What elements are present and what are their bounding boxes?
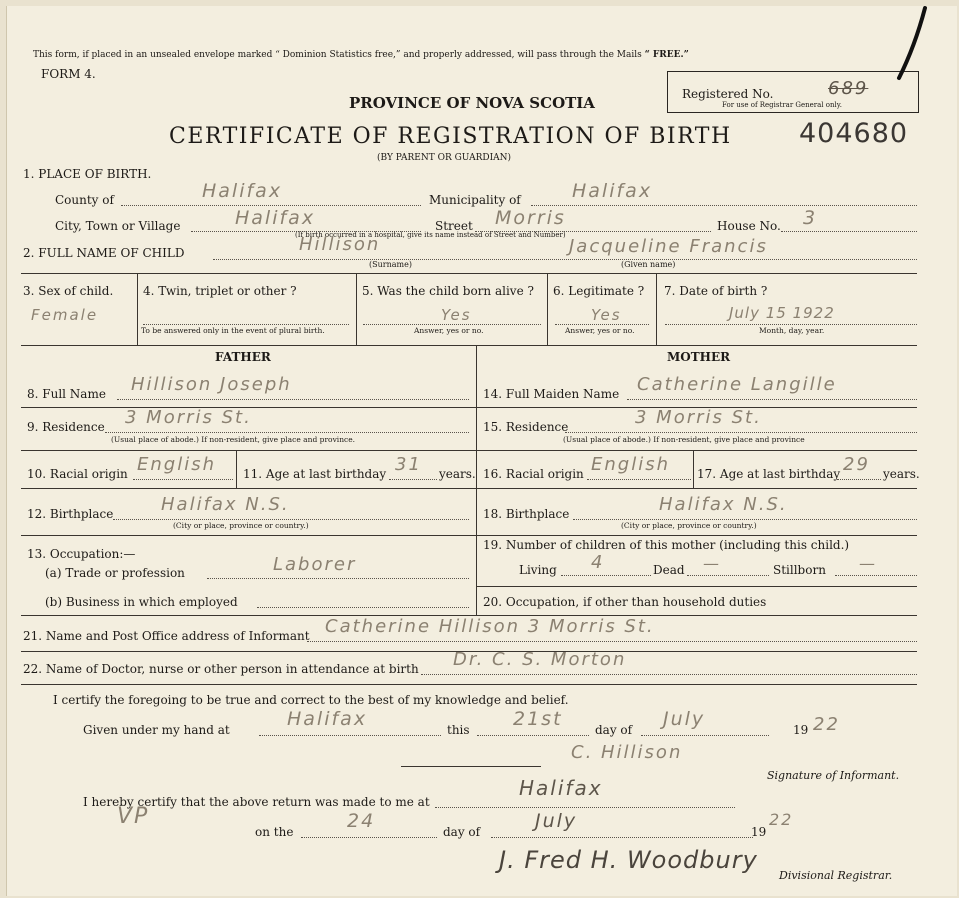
registrar-month-line: [491, 837, 753, 838]
row-divider: [476, 488, 917, 489]
alive-value: Yes: [441, 306, 472, 324]
twin-line: [143, 324, 349, 325]
twin-note: To be answered only in the event of plural birth.: [141, 326, 325, 335]
mother-years: years.: [883, 467, 920, 481]
certificate-title: CERTIFICATE OF REGISTRATION OF BIRTH: [169, 124, 732, 149]
hospital-note: (If birth occurred in a hospital, give its name instead of Street and Number): [295, 231, 566, 239]
mother-birthplace: Halifax N.S.: [659, 494, 788, 515]
margin-pen-mark: [885, 6, 935, 86]
legitimate-label: 6. Legitimate ?: [553, 284, 645, 298]
living-value: 4: [591, 552, 605, 573]
registrar-initials: VP: [117, 804, 150, 829]
informant-line: [307, 641, 917, 642]
father-trade: Laborer: [273, 554, 357, 575]
father-years: years.: [439, 467, 476, 481]
house-value: 3: [803, 207, 818, 229]
row-divider: [476, 535, 917, 536]
certificate-subtitle: (BY PARENT OR GUARDIAN): [377, 153, 512, 163]
registered-value: 689: [828, 78, 869, 99]
given-place-line: [259, 735, 441, 736]
father-residence-note: (Usual place of abode.) If non-resident, give place and province.: [111, 435, 356, 444]
mother-age-label: 17. Age at last birthday: [697, 467, 841, 481]
father-residence-label: 9. Residence: [27, 420, 105, 434]
father-age: 31: [395, 454, 422, 475]
informant-value: Catherine Hillison 3 Morris St.: [325, 616, 655, 637]
province-title: PROVINCE OF NOVA SCOTIA: [349, 94, 595, 112]
registrar-month: July: [535, 810, 578, 832]
registrar-label: Divisional Registrar.: [779, 869, 893, 882]
mother-name: Catherine Langille: [637, 374, 837, 395]
dead-value: —: [703, 554, 721, 573]
father-name: Hillison Joseph: [131, 374, 292, 395]
father-residence: 3 Morris St.: [125, 407, 252, 428]
house-label: House No.: [717, 219, 781, 233]
municipality-label: Municipality of: [429, 193, 521, 207]
father-residence-line: [105, 432, 469, 433]
informant-label: 21. Name and Post Office address of Informant: [23, 629, 310, 643]
registrar-place-line: [435, 807, 735, 808]
father-age-line: [389, 479, 437, 480]
parent-divider: [476, 345, 477, 615]
mother-residence-line: [565, 432, 917, 433]
col-divider: [236, 450, 237, 488]
father-racial-line: [133, 479, 233, 480]
municipality-value: Halifax: [572, 180, 653, 202]
signature-label: Signature of Informant.: [767, 769, 900, 782]
col-divider: [547, 273, 548, 345]
mother-birthplace-line: [573, 519, 917, 520]
given-day: 21st: [513, 708, 563, 730]
mother-name-label: 14. Full Maiden Name: [483, 387, 620, 401]
father-name-label: 8. Full Name: [27, 387, 106, 401]
municipality-line: [531, 205, 917, 206]
registrar-place: Halifax: [519, 776, 603, 800]
row-divider: [476, 586, 917, 587]
stillborn-value: —: [859, 554, 877, 573]
house-line: [781, 231, 917, 232]
father-birthplace-note: (City or place, province or country.): [173, 521, 309, 530]
dead-label: Dead: [653, 563, 685, 577]
registrar-day: 24: [347, 810, 376, 832]
stillborn-line: [835, 575, 917, 576]
given-caption: (Given name): [621, 260, 676, 269]
certificate-sheet: [6, 6, 957, 896]
dayof-label: day of: [595, 723, 633, 737]
given-label: Given under my hand at: [83, 723, 230, 737]
dob-value: July 15 1922: [729, 304, 835, 322]
registrar-statement: I hereby certify that the above return was made to me at: [83, 795, 430, 809]
registered-label: Registered No.: [682, 87, 774, 101]
alive-note: Answer, yes or no.: [414, 326, 484, 335]
county-line: [121, 205, 421, 206]
stillborn-label: Stillborn: [773, 563, 826, 577]
father-racial: English: [137, 454, 216, 475]
father-occupation-label: 13. Occupation:—: [27, 547, 136, 561]
child-name-line: [213, 259, 917, 260]
registrar-signature: J. Fred H. Woodbury: [499, 846, 758, 874]
place-heading: 1. PLACE OF BIRTH.: [23, 167, 152, 181]
father-racial-label: 10. Racial origin: [27, 467, 128, 481]
certify-statement: I certify the foregoing to be true and correct to the best of my knowledge and belief.: [53, 693, 569, 707]
row-divider: [21, 273, 917, 274]
sex-value: Female: [31, 306, 99, 324]
registrar-day-line: [301, 837, 437, 838]
father-trade-label: (a) Trade or profession: [45, 566, 185, 580]
city-value: Halifax: [235, 207, 316, 229]
doctor-line: [421, 674, 917, 675]
row-divider: [476, 450, 917, 451]
doctor-label: 22. Name of Doctor, nurse or other person in attendance at birth: [23, 662, 419, 676]
living-line: [561, 575, 651, 576]
on-the-label: on the: [255, 825, 294, 839]
day-line: [477, 735, 589, 736]
dob-line: [665, 324, 917, 325]
dob-note: Month, day, year.: [759, 326, 825, 335]
child-surname: Hillison: [299, 234, 381, 255]
row-divider: [21, 345, 917, 346]
col-divider: [356, 273, 357, 345]
city-label: City, Town or Village: [55, 219, 181, 233]
row-divider: [21, 684, 917, 685]
registered-note: For use of Registrar General only.: [722, 101, 842, 109]
year-prefix: 19: [793, 723, 809, 737]
given-place: Halifax: [287, 708, 368, 730]
county-value: Halifax: [202, 180, 283, 202]
father-trade-line: [207, 578, 469, 579]
col-divider: [137, 273, 138, 345]
certificate-number: 404680: [799, 118, 909, 149]
doctor-value: Dr. C. S. Morton: [453, 649, 627, 670]
father-birthplace: Halifax N.S.: [161, 494, 290, 515]
father-birthplace-label: 12. Birthplace: [27, 507, 114, 521]
alive-line: [363, 324, 541, 325]
dob-label: 7. Date of birth ?: [664, 284, 768, 298]
mother-occupation-label: 20. Occupation, if other than household duties: [483, 595, 767, 609]
row-divider: [21, 488, 476, 489]
father-business-line: [257, 607, 469, 608]
month-line: [641, 735, 769, 736]
street-label: Street: [435, 219, 473, 233]
mother-residence-label: 15. Residence: [483, 420, 569, 434]
registrar-year: 22: [769, 810, 794, 829]
surname-caption: (Surname): [369, 260, 412, 269]
registrar-dayof-label: day of: [443, 825, 481, 839]
mother-name-line: [627, 399, 917, 400]
dead-line: [687, 575, 769, 576]
father-heading: FATHER: [215, 350, 271, 364]
postal-free-text: “ FREE.”: [644, 50, 689, 60]
living-label: Living: [519, 563, 557, 577]
father-name-line: [117, 399, 469, 400]
legitimate-note: Answer, yes or no.: [565, 326, 635, 335]
signature-line: [401, 766, 541, 767]
col-divider: [693, 450, 694, 488]
father-age-label: 11. Age at last birthday: [243, 467, 387, 481]
mother-residence: 3 Morris St.: [635, 407, 762, 428]
row-divider: [21, 450, 476, 451]
alive-label: 5. Was the child born alive ?: [362, 284, 534, 298]
mother-age: 29: [843, 454, 870, 475]
legitimate-line: [555, 324, 649, 325]
mother-racial-line: [587, 479, 691, 480]
registrar-year-prefix: 19: [751, 825, 767, 839]
mother-children-label: 19. Number of children of this mother (including this child.): [483, 538, 850, 552]
sex-label: 3. Sex of child.: [23, 284, 114, 298]
mother-heading: MOTHER: [667, 350, 731, 364]
postal-notice: [33, 51, 689, 60]
mother-birthplace-note: (City or place, province or country.): [621, 521, 757, 530]
informant-signature: C. Hillison: [571, 742, 683, 763]
given-year: 22: [813, 714, 840, 735]
form-number: FORM 4.: [41, 67, 96, 81]
street-value: Morris: [495, 207, 566, 229]
legitimate-value: Yes: [591, 306, 622, 324]
child-given-name: Jacqueline Francis: [569, 236, 768, 257]
col-divider: [656, 273, 657, 345]
father-business-label: (b) Business in which employed: [45, 595, 238, 609]
twin-label: 4. Twin, triplet or other ?: [143, 284, 297, 298]
given-month: July: [663, 708, 706, 730]
child-name-label: 2. FULL NAME OF CHILD: [23, 246, 185, 260]
mother-racial: English: [591, 454, 670, 475]
postal-notice-text: This form, if placed in an unsealed envelope marked “ Dominion Statistics free,” and properly addressed, will pass through the Mails: [33, 50, 642, 60]
row-divider: [21, 535, 476, 536]
this-label: this: [447, 723, 470, 737]
mother-birthplace-label: 18. Birthplace: [483, 507, 570, 521]
registered-number-box: [667, 71, 919, 113]
mother-age-line: [837, 479, 881, 480]
county-label: County of: [55, 193, 114, 207]
father-birthplace-line: [113, 519, 469, 520]
mother-residence-note: (Usual place of abode.) If non-resident, give place and province: [563, 435, 805, 444]
mother-racial-label: 16. Racial origin: [483, 467, 584, 481]
